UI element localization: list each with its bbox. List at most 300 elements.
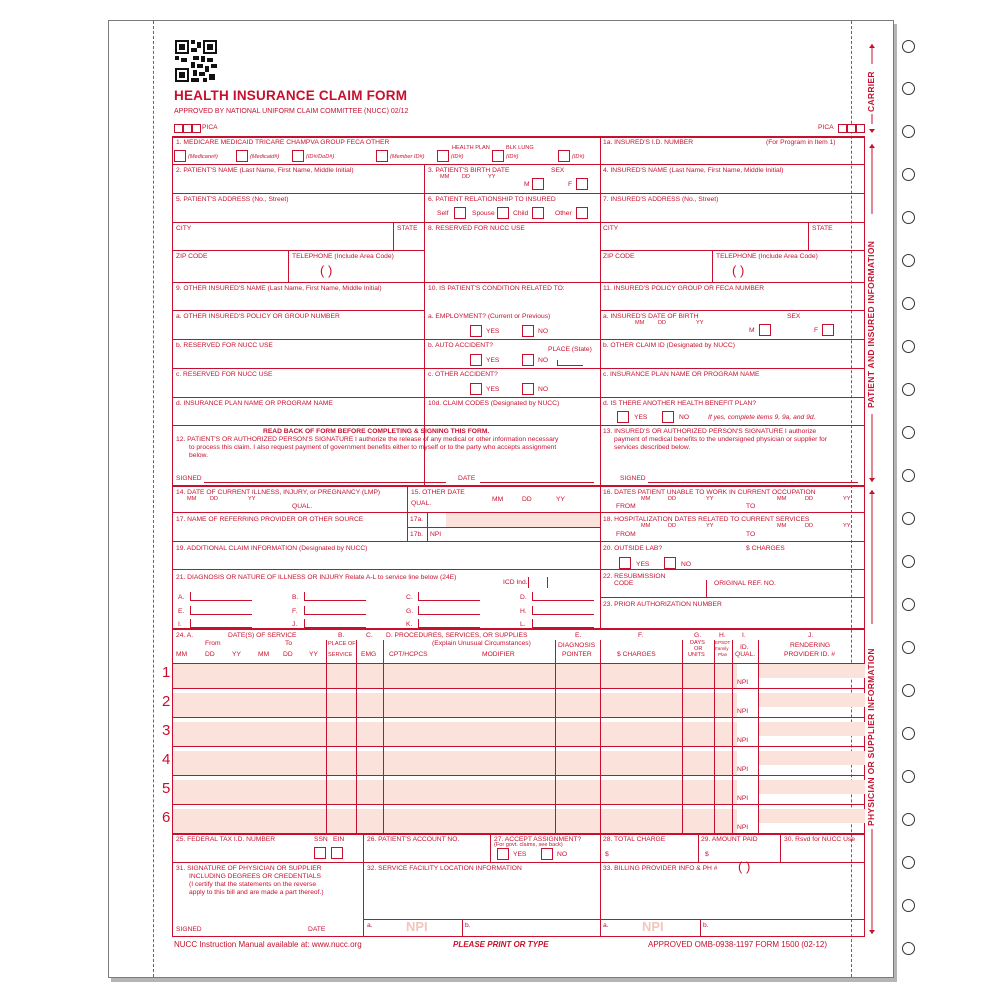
diag-j-field[interactable] (304, 619, 366, 628)
rule (393, 222, 394, 250)
box24-place: PLACE OF (328, 641, 356, 647)
relationship-other-checkbox[interactable] (576, 207, 588, 219)
feca-id-label: (ID#) (506, 154, 519, 160)
box18-mm2: MM (777, 523, 787, 529)
box31-signed: SIGNED (176, 926, 202, 933)
box13-line3: services described below. (614, 444, 691, 451)
rule (172, 775, 865, 776)
tractor-hole (902, 297, 915, 310)
box24-pointer: POINTER (562, 651, 592, 658)
auto-accident-no-checkbox[interactable] (522, 354, 534, 366)
tractor-hole (902, 82, 915, 95)
tractor-hole (902, 770, 915, 783)
auto-no-label: NO (538, 357, 549, 364)
group-health-checkbox[interactable] (437, 150, 449, 162)
box29-dollar: $ (705, 851, 709, 858)
box18-mm: MM (641, 523, 651, 529)
box26-label: 26. PATIENT'S ACCOUNT NO. (367, 836, 460, 843)
box3-m: M (524, 181, 530, 188)
insured-state-label: STATE (812, 225, 833, 232)
box24-charges: $ CHARGES (617, 651, 656, 658)
box24-plan: Plan (718, 652, 728, 657)
box16-yy: YY (706, 496, 714, 502)
box24-diag: DIAGNOSIS (558, 642, 596, 649)
box10b-place: PLACE (State) (548, 346, 592, 353)
tractor-hole (902, 340, 915, 353)
box24-to: To (285, 640, 293, 647)
accept-assignment-no-checkbox[interactable] (541, 848, 553, 860)
diag-d-field[interactable] (532, 592, 594, 601)
service-line-shaded (758, 751, 865, 765)
feca-checkbox[interactable] (492, 150, 504, 162)
box11a-dd: DD (658, 320, 667, 326)
box16-from: FROM (616, 503, 636, 510)
rule (363, 919, 865, 920)
box16-mm2: MM (777, 496, 787, 502)
box24-yy1: YY (232, 651, 241, 658)
box24-h: H. (719, 632, 726, 639)
rule (172, 193, 865, 194)
group-id-label: (ID#) (451, 154, 464, 160)
box24-modifier: MODIFIER (482, 651, 515, 658)
box13-line2: payment of medical benefits to the undersigned physician or supplier for (614, 436, 828, 443)
box10b-label: b. AUTO ACCIDENT? (428, 342, 493, 349)
patient-state-label: STATE (397, 225, 418, 232)
physician-supplier-section-label: PHYSICIAN OR SUPPLIER INFORMATION (866, 648, 876, 826)
row-npi-label: NPI (737, 795, 749, 802)
box1-group-sub: HEALTH PLAN (452, 145, 490, 151)
box22-orig: ORIGINAL REF. NO. (714, 580, 776, 587)
box21-icd: ICD Ind. (503, 579, 528, 586)
diag-e-field[interactable] (190, 606, 252, 615)
icd-indicator-field[interactable] (528, 577, 548, 588)
relationship-self-checkbox[interactable] (454, 207, 466, 219)
tax-ssn-checkbox[interactable] (314, 847, 326, 859)
box24-i: I. (742, 632, 746, 639)
box20-no: NO (681, 561, 692, 568)
other-accident-no-checkbox[interactable] (522, 383, 534, 395)
insured-phone-parens: ( ) (732, 263, 745, 278)
box24-dd2: DD (283, 651, 293, 658)
box25-label: 25. FEDERAL TAX I.D. NUMBER (176, 836, 276, 843)
qr-code (175, 40, 217, 82)
box11c-label: c. INSURANCE PLAN NAME OR PROGRAM NAME (603, 371, 760, 378)
box10a-label: a. EMPLOYMENT? (Current or Previous) (428, 313, 551, 320)
pica-box[interactable] (847, 124, 856, 133)
insured-sex-m-checkbox[interactable] (759, 324, 771, 336)
diag-k-field[interactable] (418, 619, 480, 628)
other-accident-yes-checkbox[interactable] (470, 383, 482, 395)
box24-mm1: MM (176, 651, 188, 658)
employment-no-checkbox[interactable] (522, 325, 534, 337)
rule (712, 250, 713, 282)
box10-label: 10. IS PATIENT'S CONDITION RELATED TO: (428, 285, 565, 292)
rule (600, 597, 865, 598)
diag-i-field[interactable] (190, 619, 252, 628)
service-line-number: 1 (162, 664, 171, 681)
box24-c: C. (366, 632, 373, 639)
rule (706, 580, 707, 597)
rule (682, 640, 683, 833)
box24-d-sub: (Explain Unusual Circumstances) (432, 640, 531, 647)
tractor-hole (902, 727, 915, 740)
box24-a: 24. A. (176, 632, 194, 639)
tricare-id-label: (ID#/DoD#) (306, 154, 335, 160)
auto-yes-label: YES (486, 357, 500, 364)
box32-a: a. (367, 922, 373, 929)
box17b-label: 17b. (410, 531, 424, 538)
rule (326, 640, 327, 833)
other-checkbox[interactable] (558, 150, 570, 162)
champva-id-label: (Member ID#) (390, 154, 425, 160)
another-plan-yes-checkbox[interactable] (617, 411, 629, 423)
employment-no-label: NO (538, 328, 549, 335)
patient-zip-label: ZIP CODE (176, 253, 208, 260)
box4-label: 4. INSURED'S NAME (Last Name, First Name, Middle Initial) (603, 167, 784, 174)
box8-label: 8. RESERVED FOR NUCC USE (428, 225, 525, 232)
box23-label: 23. PRIOR AUTHORIZATION NUMBER (603, 601, 722, 608)
box1-feca-sub: BLK LUNG (506, 145, 534, 151)
other-acc-yes-label: YES (486, 386, 500, 393)
box24-qual: QUAL. (735, 651, 756, 658)
rule (172, 136, 865, 138)
box31-line2: INCLUDING DEGREES OR CREDENTIALS (189, 873, 321, 880)
auto-accident-state-field[interactable] (557, 360, 583, 366)
box33-a: a. (603, 922, 609, 929)
tractor-hole (902, 598, 915, 611)
diag-h-field[interactable] (532, 606, 594, 615)
diag-g-label: G. (406, 608, 414, 615)
box24-dd1: DD (205, 651, 215, 658)
box6-other: Other (555, 210, 572, 217)
rule (172, 717, 865, 718)
box14-qual: QUAL. (292, 503, 313, 510)
tractor-hole (902, 813, 915, 826)
box24-family: Family (715, 646, 729, 651)
box17a-label: 17a. (410, 516, 424, 523)
auto-accident-yes-checkbox[interactable] (470, 354, 482, 366)
box31-line4: apply to this bill and are made a part thereof.) (189, 889, 324, 896)
box14-dd: DD (210, 496, 219, 502)
box32-npi-watermark: NPI (406, 919, 428, 934)
rule (427, 512, 428, 541)
box16-label: 16. DATES PATIENT UNABLE TO WORK IN CURRENT OCCUPATION (603, 489, 816, 496)
box24-from: From (205, 640, 221, 647)
box24-b: B. (338, 632, 345, 639)
service-line-shaded (758, 693, 865, 707)
box1a-note: (For Program in Item 1) (766, 139, 836, 146)
diag-h-label: H. (520, 608, 527, 615)
rule (172, 339, 865, 340)
box11d-yes: YES (634, 414, 648, 421)
diag-k-label: K. (406, 621, 413, 628)
box24-epsdt: EPSDT (715, 640, 731, 645)
box11-label: 11. INSURED'S POLICY GROUP OR FECA NUMBER (603, 285, 765, 292)
service-line-shaded (173, 751, 737, 775)
patient-signature-date-line[interactable] (480, 482, 594, 483)
diag-l-field[interactable] (532, 619, 594, 628)
insured-sex-f-checkbox[interactable] (822, 324, 834, 336)
tractor-hole (902, 469, 915, 482)
rule (172, 804, 865, 805)
box3-f: F (568, 181, 573, 188)
service-line-shaded (758, 809, 865, 823)
tractor-hole (902, 211, 915, 224)
tractor-hole (902, 856, 915, 869)
relationship-child-checkbox[interactable] (532, 207, 544, 219)
box1-label: 1. MEDICARE MEDICAID TRICARE CHAMPVA GROUP FECA OTHER (176, 139, 390, 146)
box15-qual: QUAL. (411, 500, 432, 507)
box6-label: 6. PATIENT RELATIONSHIP TO INSURED (428, 196, 556, 203)
tractor-hole (902, 555, 915, 568)
tractor-hole (902, 426, 915, 439)
diag-g-field[interactable] (418, 606, 480, 615)
box1a-label: 1a. INSURED'S I.D. NUMBER (603, 139, 694, 146)
employment-yes-checkbox[interactable] (470, 325, 482, 337)
box17-label: 17. NAME OF REFERRING PROVIDER OR OTHER SOURCE (176, 516, 364, 523)
rule (490, 833, 491, 862)
section-arrows (866, 44, 878, 944)
service-line-shaded (173, 693, 737, 717)
box18-yy: YY (706, 523, 714, 529)
other-acc-no-label: NO (538, 386, 549, 393)
box27-no: NO (557, 851, 568, 858)
footer-omb-number: APPROVED OMB-0938-1197 FORM 1500 (02-12) (648, 940, 828, 949)
rule (172, 569, 865, 570)
tractor-hole (902, 942, 915, 955)
box24-or: OR (694, 646, 703, 652)
service-line-shaded (173, 664, 737, 688)
box11d-note: If yes, complete items 9, 9a, and 9d. (708, 414, 816, 421)
box27-label: 27. ACCEPT ASSIGNMENT? (494, 836, 582, 843)
other-id-label: (ID#) (572, 154, 585, 160)
champva-checkbox[interactable] (376, 150, 388, 162)
outside-lab-yes-checkbox[interactable] (619, 557, 631, 569)
box12-line3: below. (189, 452, 208, 459)
box6-self: Self (437, 210, 449, 217)
patient-sex-f-checkbox[interactable] (576, 178, 588, 190)
pica-box[interactable] (174, 124, 183, 133)
diag-i-label: I. (178, 621, 182, 628)
diag-e-label: E. (178, 608, 185, 615)
approved-by: APPROVED BY NATIONAL UNIFORM CLAIM COMMITTEE (NUCC) 02/12 (174, 108, 409, 115)
box25-ssn: SSN (314, 836, 328, 843)
shaded-cell (446, 513, 600, 527)
pica-box[interactable] (192, 124, 201, 133)
box18-dd: DD (668, 523, 677, 529)
rule (172, 222, 865, 223)
box6-child: Child (513, 210, 529, 217)
tractor-hole (902, 168, 915, 181)
pica-box[interactable] (183, 124, 192, 133)
rule (758, 640, 759, 833)
tractor-hole (902, 40, 915, 53)
box24-rendering: RENDERING (790, 642, 831, 649)
box14-mm: MM (187, 496, 197, 502)
box9c-label: c. RESERVED FOR NUCC USE (176, 371, 273, 378)
tricare-checkbox[interactable] (292, 150, 304, 162)
box28-dollar: $ (605, 851, 609, 858)
box10c-label: c. OTHER ACCIDENT? (428, 371, 498, 378)
box3-dd: DD (462, 174, 471, 180)
rule (462, 919, 463, 937)
box3-label: 3. PATIENT'S BIRTH DATE (428, 167, 510, 174)
medicaid-checkbox[interactable] (236, 150, 248, 162)
service-line-shaded (758, 780, 865, 794)
box7-label: 7. INSURED'S ADDRESS (No., Street) (603, 196, 719, 203)
box18-from: FROM (616, 531, 636, 538)
footer-instruction: NUCC Instruction Manual available at: www.nucc.org (174, 940, 362, 949)
rule (383, 640, 384, 833)
box18-dd2: DD (805, 523, 814, 529)
rule (172, 833, 865, 835)
diag-a-field[interactable] (190, 592, 252, 601)
box24-d: D. PROCEDURES, SERVICES, OR SUPPLIES (386, 632, 528, 639)
tractor-hole (902, 254, 915, 267)
box16-yy2: YY (843, 496, 851, 502)
box15-yy: YY (556, 496, 565, 503)
box12-date: DATE (458, 475, 476, 482)
box31-date: DATE (308, 926, 326, 933)
rule (700, 919, 701, 937)
diag-d-label: D. (520, 594, 527, 601)
patient-telephone-label: TELEPHONE (Include Area Code) (292, 253, 394, 260)
box12-line1: 12. PATIENT'S OR AUTHORIZED PERSON'S SIGNATURE I authorize the release of any medical or other information necessary (176, 436, 559, 443)
service-line-number: 2 (162, 693, 171, 710)
rule (407, 485, 408, 541)
tractor-hole (902, 641, 915, 654)
row-npi-label: NPI (737, 708, 749, 715)
rule (780, 833, 781, 862)
box33-npi-watermark: NPI (642, 919, 664, 934)
box11a-f: F (814, 327, 819, 334)
box13-signed: SIGNED (620, 475, 646, 482)
tear-line-left (153, 21, 154, 977)
box12-line2: to process this claim. I also request payment of government benefits either to myself or to the party who accepts assignment (189, 444, 557, 451)
pica-box[interactable] (838, 124, 847, 133)
box27-sub: (For govt. claims, see back) (494, 842, 563, 848)
diag-b-field[interactable] (304, 592, 366, 601)
box19-label: 19. ADDITIONAL CLAIM INFORMATION (Designated by NUCC) (176, 545, 368, 552)
box9b-label: b. RESERVED FOR NUCC USE (176, 342, 273, 349)
outside-lab-no-checkbox[interactable] (664, 557, 676, 569)
patient-signature-line[interactable] (204, 482, 446, 483)
box32-b: b. (465, 922, 471, 929)
rule (732, 640, 733, 833)
box3-sex: SEX (551, 167, 565, 174)
rule (172, 282, 865, 283)
box5-label: 5. PATIENT'S ADDRESS (No., Street) (176, 196, 289, 203)
form-title: HEALTH INSURANCE CLAIM FORM (174, 88, 408, 103)
box11a-yy: YY (696, 320, 704, 326)
rule (288, 250, 289, 282)
insured-signature-line[interactable] (648, 482, 858, 483)
box9a-label: a. OTHER INSURED'S POLICY OR GROUP NUMBER (176, 313, 340, 320)
box24-e: E. (575, 632, 582, 639)
insured-city-label: CITY (603, 225, 619, 232)
diag-c-field[interactable] (418, 592, 480, 601)
box14-yy: YY (248, 496, 256, 502)
rule (172, 368, 865, 369)
box18-label: 18. HOSPITALIZATION DATES RELATED TO CURRENT SERVICES (603, 516, 810, 523)
box20-charges: $ CHARGES (746, 545, 785, 552)
rule (698, 833, 699, 862)
box22-label: 22. RESUBMISSION (603, 573, 666, 580)
service-line-number: 6 (162, 809, 171, 826)
box16-to: TO (746, 503, 756, 510)
service-line-shaded (758, 664, 865, 678)
service-line-number: 3 (162, 722, 171, 739)
box16-dd2: DD (805, 496, 814, 502)
box11a-mm: MM (635, 320, 645, 326)
box33-b: b. (703, 922, 709, 929)
box16-mm: MM (641, 496, 651, 502)
read-back-notice: READ BACK OF FORM BEFORE COMPLETING & SIGNING THIS FORM. (263, 428, 490, 435)
box24-mm2: MM (258, 651, 270, 658)
insured-telephone-label: TELEPHONE (Include Area Code) (716, 253, 818, 260)
box21-label: 21. DIAGNOSIS OR NATURE OF ILLNESS OR INJURY Relate A-L to service line below (24E) (176, 574, 457, 581)
box11b-label: b. OTHER CLAIM ID (Designated by NUCC) (603, 342, 735, 349)
relationship-spouse-checkbox[interactable] (497, 207, 509, 219)
box24-id: ID. (740, 644, 749, 651)
box24-service: SERVICE (328, 652, 353, 658)
medicaid-id-label: (Medicaid#) (250, 154, 280, 160)
rule (356, 640, 357, 833)
service-line-shaded (758, 722, 865, 736)
box18-yy2: YY (843, 523, 851, 529)
rule (555, 640, 556, 833)
patient-phone-parens: ( ) (320, 263, 333, 278)
rule (600, 310, 865, 311)
row-npi-label: NPI (737, 737, 749, 744)
row-npi-label: NPI (737, 679, 749, 686)
box3-mm: MM (440, 174, 450, 180)
diag-f-field[interactable] (304, 606, 366, 615)
box11d-label: d. IS THERE ANOTHER HEALTH BENEFIT PLAN? (603, 400, 757, 407)
rule (172, 862, 865, 863)
service-line-shaded (173, 722, 737, 746)
pica-box[interactable] (856, 124, 865, 133)
tractor-hole (902, 684, 915, 697)
box24-j: J. (808, 632, 814, 639)
rule (600, 640, 601, 833)
rule (172, 425, 865, 426)
service-line-shaded (173, 780, 737, 804)
rule (172, 164, 865, 165)
box15-label: 15. OTHER DATE (411, 489, 465, 496)
box20-yes: YES (636, 561, 650, 568)
box24-provider: PROVIDER ID. # (784, 651, 835, 658)
box11a-m: M (749, 327, 755, 334)
diag-l-label: L. (520, 621, 526, 628)
rule (172, 250, 424, 251)
rule (363, 833, 364, 937)
box11a-label: a. INSURED'S DATE OF BIRTH (603, 313, 699, 320)
box15-dd: DD (522, 496, 532, 503)
box24-dates: DATE(S) OF SERVICE (228, 632, 297, 639)
accept-assignment-yes-checkbox[interactable] (497, 848, 509, 860)
employment-yes-label: YES (486, 328, 500, 335)
tax-ein-checkbox[interactable] (331, 847, 343, 859)
box16-dd: DD (668, 496, 677, 502)
box24-cpt: CPT/HCPCS (389, 651, 428, 658)
medicare-checkbox[interactable] (174, 150, 186, 162)
patient-sex-m-checkbox[interactable] (532, 178, 544, 190)
rule (600, 485, 601, 628)
box31-line3: (I certify that the statements on the reverse (189, 881, 317, 888)
box10d-label: 10d. CLAIM CODES (Designated by NUCC) (428, 400, 560, 407)
another-plan-no-checkbox[interactable] (662, 411, 674, 423)
